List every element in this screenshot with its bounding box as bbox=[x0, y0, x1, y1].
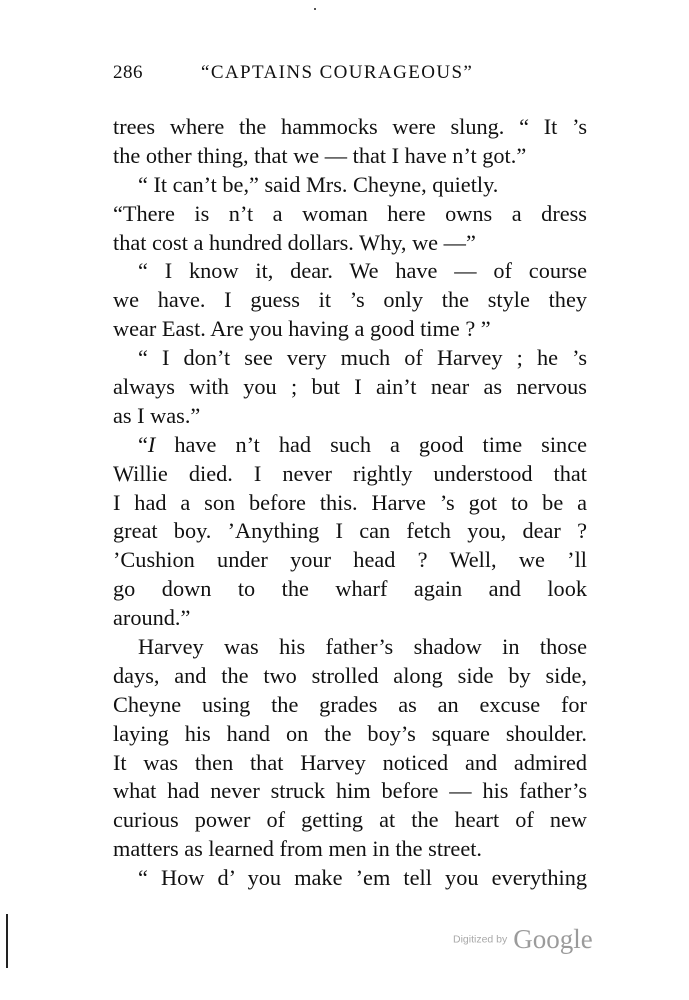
text-line: what had never struck him before — his father’s bbox=[113, 778, 587, 804]
text-line bbox=[113, 431, 587, 460]
text-line: “ I know it, dear. We have — of course bbox=[138, 258, 587, 284]
text-line: matters as learned from men in the street. bbox=[113, 836, 482, 862]
watermark-prefix: Digitized by bbox=[453, 933, 508, 946]
text-line: “ It can’t be,” said Mrs. Cheyne, quietly. bbox=[138, 171, 499, 197]
text-line: “ I don’t see very much of Harvey ; he ’s bbox=[138, 345, 587, 371]
text-line: always with you ; but I ain’t near as nervous bbox=[113, 374, 587, 400]
body-text bbox=[113, 113, 587, 893]
running-title: “CAPTAINS COURAGEOUS” bbox=[201, 62, 474, 83]
text-line: Harvey was his father’s shadow in those bbox=[138, 634, 587, 660]
text-line: “ How d’ you make ’em tell you everything bbox=[138, 865, 587, 891]
scan-edge-mark bbox=[6, 914, 8, 968]
text-line: that cost a hundred dollars. Why, we —” bbox=[113, 229, 476, 255]
text-line: ’Cushion under your head ? Well, we ’ll bbox=[113, 547, 587, 573]
text-line: wear East. Are you having a good time ? ” bbox=[113, 316, 491, 342]
text-line: great boy. ’Anything I can fetch you, dear ? bbox=[113, 518, 587, 544]
text-line-open: “ bbox=[138, 431, 148, 457]
text-line: Willie died. I never rightly understood that bbox=[113, 460, 587, 486]
text-line-rest: have n’t had such a good time since bbox=[155, 431, 587, 457]
text-line: around.” bbox=[113, 605, 191, 631]
text-line: laying his hand on the boy’s square shoulder. bbox=[113, 720, 587, 746]
text-line: the other thing, that we — that I have n’t got.” bbox=[113, 142, 527, 168]
text-line: curious power of getting at the heart of new bbox=[113, 807, 587, 833]
google-logo: Google bbox=[513, 924, 593, 954]
page-number: 286 bbox=[113, 62, 143, 83]
text-line: days, and the two strolled along side by side, bbox=[113, 662, 587, 688]
digitized-watermark bbox=[453, 924, 593, 955]
text-line: we have. I guess it ’s only the style they bbox=[113, 287, 587, 313]
text-line-italic: I bbox=[147, 431, 156, 457]
text-line: go down to the wharf again and look bbox=[113, 576, 587, 602]
text-line: “There is n’t a woman here owns a dress bbox=[113, 200, 587, 226]
text-line: It was then that Harvey noticed and admired bbox=[113, 749, 587, 775]
text-line: I had a son before this. Harve ’s got to be a bbox=[113, 489, 587, 515]
text-line: trees where the hammocks were slung. “ It ’s bbox=[113, 114, 587, 139]
running-header bbox=[113, 62, 583, 90]
text-line: as I was.” bbox=[113, 402, 201, 428]
scan-speck bbox=[314, 8, 316, 10]
text-line: Cheyne using the grades as an excuse for bbox=[113, 691, 587, 717]
